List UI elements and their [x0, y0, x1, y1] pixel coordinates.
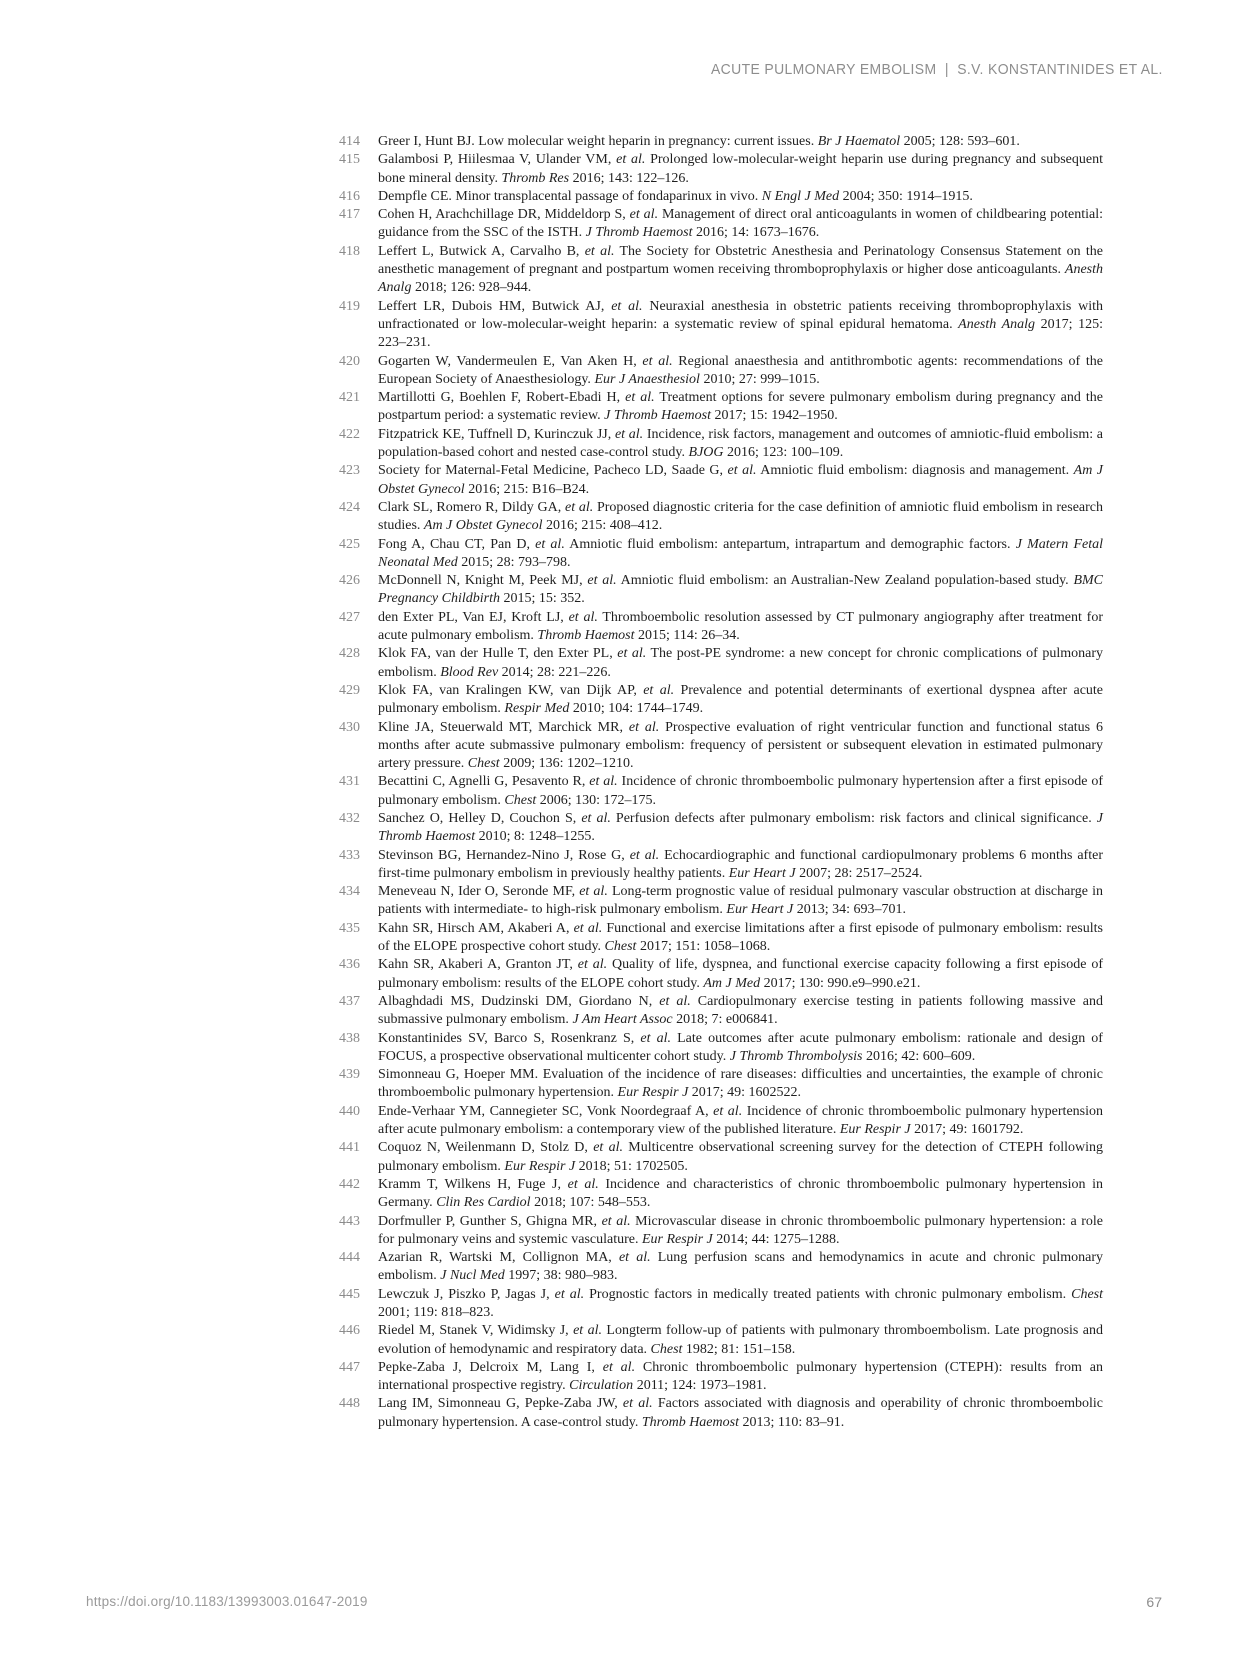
- reference-number: 436: [339, 957, 360, 973]
- reference-text: Fong A, Chau CT, Pan D, et al. Amniotic fluid embolism: antepartum, intrapartum and demographic factors. J Matern Fetal Neonatal Med 2015; 28: 793–798.: [378, 536, 1103, 570]
- reference-item: [334, 206, 1103, 243]
- reference-text: Gogarten W, Vandermeulen E, Van Aken H, et al. Regional anaesthesia and antithrombotic agents: recommendations of the European Society of Anaesthesiology. Eur J Anaesthesiol 2010; 27: 999–1015.: [378, 353, 1103, 387]
- reference-text: Lewczuk J, Piszko P, Jagas J, et al. Prognostic factors in medically treated patients with chronic pulmonary embolism. Chest 2001; 119: 818–823.: [378, 1286, 1103, 1320]
- reference-item: [334, 609, 1103, 646]
- reference-item: [334, 1103, 1103, 1140]
- reference-number: 437: [339, 993, 360, 1009]
- reference-text: den Exter PL, Van EJ, Kroft LJ, et al. Thromboembolic resolution assessed by CT pulmonary angiography after treatment for acute pulmonary embolism. Thromb Haemost 2015; 114: 26–34.: [378, 609, 1103, 644]
- reference-text: Coquoz N, Weilenmann D, Stolz D, et al. Multicentre observational screening survey for the detection of CTEPH following pulmonary embolism. Eur Respir J 2018; 51: 1702505.: [378, 1140, 1103, 1174]
- reference-item: [334, 1176, 1103, 1213]
- reference-number: 447: [339, 1359, 360, 1375]
- running-title: ACUTE PULMONARY EMBOLISM: [711, 61, 937, 78]
- reference-number: 429: [339, 682, 360, 698]
- reference-item: [334, 1066, 1103, 1103]
- reference-number: 416: [339, 188, 360, 204]
- reference-number: 438: [339, 1030, 360, 1046]
- reference-text: Martillotti G, Boehlen F, Robert-Ebadi H, et al. Treatment options for severe pulmonary embolism during pregnancy and the postpartum period: a systematic review. J Thromb Haemost 2017; 15: 1942–1950.: [378, 390, 1103, 424]
- reference-number: 415: [339, 152, 360, 168]
- reference-item: [334, 353, 1103, 390]
- reference-item: [334, 243, 1103, 298]
- reference-text: Pepke-Zaba J, Delcroix M, Lang I, et al. Chronic thromboembolic pulmonary hypertension (CTEPH): results from an international prospective registry. Circulation 2011; 124: 1973–1981.: [378, 1359, 1103, 1394]
- reference-number: 434: [339, 884, 360, 900]
- reference-item: [334, 956, 1103, 993]
- reference-item: [334, 719, 1103, 774]
- reference-item: [334, 773, 1103, 810]
- reference-text: Dempfle CE. Minor transplacental passage of fondaparinux in vivo. N Engl J Med 2004; 350: 1914–1915.: [378, 188, 973, 204]
- reference-text: Kahn SR, Hirsch AM, Akaberi A, et al. Functional and exercise limitations after a first episode of pulmonary embolism: results of the ELOPE prospective cohort study. Chest 2017; 151: 1058–1068.: [378, 920, 1103, 955]
- reference-number: 419: [339, 298, 360, 314]
- doi-link[interactable]: https://doi.org/10.1183/13993003.01647-2019: [86, 1594, 368, 1609]
- reference-number: 425: [339, 536, 360, 552]
- reference-item: [334, 810, 1103, 847]
- reference-item: [334, 920, 1103, 957]
- reference-number: 432: [339, 810, 360, 826]
- reference-number: 431: [339, 774, 360, 790]
- reference-text: Albaghdadi MS, Dudzinski DM, Giordano N, et al. Cardiopulmonary exercise testing in patients following massive and submassive pulmonary embolism. J Am Heart Assoc 2018; 7: e006841.: [378, 993, 1103, 1028]
- reference-item: [334, 1030, 1103, 1067]
- reference-text: Fitzpatrick KE, Tuffnell D, Kurinczuk JJ, et al. Incidence, risk factors, management and outcomes of amniotic-fluid embolism: a population-based cohort and nested case-control study. BJOG 2016; 123: 100–109.: [378, 426, 1104, 461]
- reference-number: 435: [339, 920, 360, 936]
- reference-text: Lang IM, Simonneau G, Pepke-Zaba JW, et al. Factors associated with diagnosis and operability of chronic thromboembolic pulmonary hypertension. A case-control study. Thromb Haemost 2013; 110: 83–91.: [378, 1396, 1103, 1430]
- reference-text: Riedel M, Stanek V, Widimsky J, et al. Longterm follow-up of patients with pulmonary thromboembolism. Late prognosis and evolution of hemodynamic and respiratory data. Chest 1982; 81: 151–158.: [378, 1323, 1103, 1357]
- reference-text: Meneveau N, Ider O, Seronde MF, et al. Long-term prognostic value of residual pulmonary vascular obstruction at discharge in patients with intermediate- to high-risk pulmonary embolism. Eur Heart J 2013; 34: 693–701.: [378, 884, 1103, 918]
- reference-number: 421: [339, 390, 360, 406]
- reference-item: [334, 1286, 1103, 1323]
- reference-number: 441: [339, 1140, 360, 1156]
- running-header: [711, 61, 1163, 78]
- reference-number: 442: [339, 1176, 360, 1192]
- running-authors: S.V. KONSTANTINIDES ET AL.: [957, 61, 1163, 78]
- reference-number: 440: [339, 1103, 360, 1119]
- reference-number: 422: [339, 426, 360, 442]
- reference-list: [334, 133, 1103, 1432]
- reference-item: [334, 1395, 1103, 1432]
- reference-text: Klok FA, van Kralingen KW, van Dijk AP, et al. Prevalence and potential determinants of exertional dyspnea after acute pulmonary embolism. Respir Med 2010; 104: 1744–1749.: [378, 682, 1104, 717]
- reference-text: Leffert L, Butwick A, Carvalho B, et al. The Society for Obstetric Anesthesia and Perinatology Consensus Statement on the anesthetic management of pregnant and postpartum women receiving thromboprophylaxis or higher dose anticoagulants. Anesth Analg 2018; 126: 928–944.: [378, 243, 1103, 296]
- reference-item: [334, 298, 1103, 353]
- reference-text: Sanchez O, Helley D, Couchon S, et al. Perfusion defects after pulmonary embolism: risk factors and clinical significance. J Thromb Haemost 2010; 8: 1248–1255.: [378, 810, 1103, 845]
- reference-text: Simonneau G, Hoeper MM. Evaluation of the incidence of rare diseases: difficulties and uncertainties, the example of chronic thromboembolic pulmonary hypertension. Eur Respir J 2017; 49: 1602522.: [378, 1067, 1103, 1101]
- reference-item: [334, 645, 1103, 682]
- reference-number: 424: [339, 499, 360, 515]
- reference-item: [334, 426, 1103, 463]
- reference-item: [334, 188, 1103, 206]
- reference-number: 428: [339, 646, 360, 662]
- reference-item: [334, 389, 1103, 426]
- reference-number: 418: [339, 243, 360, 259]
- reference-text: Becattini C, Agnelli G, Pesavento R, et al. Incidence of chronic thromboembolic pulmonary hypertension after a first episode of pulmonary embolism. Chest 2006; 130: 172–175.: [378, 774, 1104, 808]
- reference-number: 423: [339, 463, 360, 479]
- reference-number: 444: [339, 1250, 360, 1266]
- reference-number: 427: [339, 609, 360, 625]
- reference-number: 420: [339, 353, 360, 369]
- reference-text: McDonnell N, Knight M, Peek MJ, et al. Amniotic fluid embolism: an Australian-New Zealand population-based study. BMC Pregnancy Childbirth 2015; 15: 352.: [378, 573, 1104, 607]
- reference-text: Ende-Verhaar YM, Cannegieter SC, Vonk Noordegraaf A, et al. Incidence of chronic thromboembolic pulmonary hypertension after acute pulmonary embolism: a contemporary view of the published literature. Eur Respir J 2017; 49: 1601792.: [378, 1103, 1103, 1138]
- reference-item: [334, 847, 1103, 884]
- reference-item: [334, 1213, 1103, 1250]
- reference-text: Greer I, Hunt BJ. Low molecular weight heparin in pregnancy: current issues. Br J Haematol 2005; 128: 593–601.: [378, 134, 1020, 149]
- reference-item: [334, 1359, 1103, 1396]
- reference-item: [334, 536, 1103, 573]
- reference-number: 445: [339, 1286, 360, 1302]
- reference-number: 439: [339, 1067, 360, 1083]
- reference-text: Clark SL, Romero R, Dildy GA, et al. Proposed diagnostic criteria for the case definition of amniotic fluid embolism in research studies. Am J Obstet Gynecol 2016; 215: 408–412.: [378, 499, 1104, 534]
- reference-item: [334, 572, 1103, 609]
- reference-item: [334, 499, 1103, 536]
- reference-text: Leffert LR, Dubois HM, Butwick AJ, et al. Neuraxial anesthesia in obstetric patients receiving thromboprophylaxis with unfractionated or low-molecular-weight heparin: a systematic review of spinal epidural hematoma. Anesth Analg 2017; 125: 223–231.: [378, 298, 1104, 351]
- reference-number: 443: [339, 1213, 360, 1229]
- reference-item: [334, 462, 1103, 499]
- reference-text: Dorfmuller P, Gunther S, Ghigna MR, et al. Microvascular disease in chronic thromboembolic pulmonary hypertension: a role for pulmonary veins and systemic vasculature. Eur Respir J 2014; 44: 1275–1288.: [378, 1213, 1103, 1247]
- reference-text: Cohen H, Arachchillage DR, Middeldorp S, et al. Management of direct oral anticoagulants in women of childbearing potential: guidance from the SSC of the ISTH. J Thromb Haemost 2016; 14: 1673–1676.: [378, 207, 1103, 241]
- reference-item: [334, 151, 1103, 188]
- reference-number: 446: [339, 1323, 360, 1339]
- page-number: 67: [1146, 1594, 1162, 1610]
- reference-item: [334, 1322, 1103, 1359]
- reference-item: [334, 133, 1103, 151]
- reference-item: [334, 883, 1103, 920]
- reference-item: [334, 1139, 1103, 1176]
- reference-text: Stevinson BG, Hernandez-Nino J, Rose G, et al. Echocardiographic and functional cardiopulmonary problems 6 months after first-time pulmonary embolism in previously healthy patients. Eur Heart J 2007; 28: 2517–2524.: [378, 847, 1103, 881]
- reference-number: 430: [339, 719, 360, 735]
- reference-number: 417: [339, 207, 360, 223]
- reference-text: Klok FA, van der Hulle T, den Exter PL, et al. The post-PE syndrome: a new concept for chronic complications of pulmonary embolism. Blood Rev 2014; 28: 221–226.: [378, 646, 1103, 680]
- reference-text: Kline JA, Steuerwald MT, Marchick MR, et al. Prospective evaluation of right ventricular function and functional status 6 months after acute submassive pulmonary embolism: frequency of persistent or subsequent elevation in estimated pulmonary artery pressure. Chest 2009; 136: 1202–1210.: [378, 719, 1104, 772]
- reference-text: Society for Maternal-Fetal Medicine, Pacheco LD, Saade G, et al. Amniotic fluid embolism: diagnosis and management. Am J Obstet Gynecol 2016; 215: B16–B24.: [378, 463, 1103, 497]
- reference-number: 433: [339, 847, 360, 863]
- reference-text: Azarian R, Wartski M, Collignon MA, et al. Lung perfusion scans and hemodynamics in acute and chronic pulmonary embolism. J Nucl Med 1997; 38: 980–983.: [378, 1250, 1103, 1284]
- reference-text: Galambosi P, Hiilesmaa V, Ulander VM, et al. Prolonged low-molecular-weight heparin use during pregnancy and subsequent bone mineral density. Thromb Res 2016; 143: 122–126.: [378, 152, 1103, 186]
- reference-number: 426: [339, 573, 360, 589]
- reference-item: [334, 682, 1103, 719]
- reference-item: [334, 1249, 1103, 1286]
- reference-text: Kahn SR, Akaberi A, Granton JT, et al. Quality of life, dyspnea, and functional exercise capacity following a first episode of pulmonary embolism: results of the ELOPE cohort study. Am J Med 2017; 130: 990.e9–990.e21.: [378, 957, 1103, 991]
- reference-text: Konstantinides SV, Barco S, Rosenkranz S, et al. Late outcomes after acute pulmonary embolism: rationale and design of FOCUS, a prospective observational multicenter cohort study. J Thromb Thrombolysis 2016; 42: 600–609.: [378, 1030, 1103, 1064]
- reference-number: 448: [339, 1396, 360, 1412]
- reference-number: 414: [339, 134, 360, 149]
- reference-item: [334, 993, 1103, 1030]
- header-separator-bar: |: [945, 61, 950, 78]
- reference-text: Kramm T, Wilkens H, Fuge J, et al. Incidence and characteristics of chronic thromboembolic pulmonary hypertension in Germany. Clin Res Cardiol 2018; 107: 548–553.: [378, 1176, 1103, 1211]
